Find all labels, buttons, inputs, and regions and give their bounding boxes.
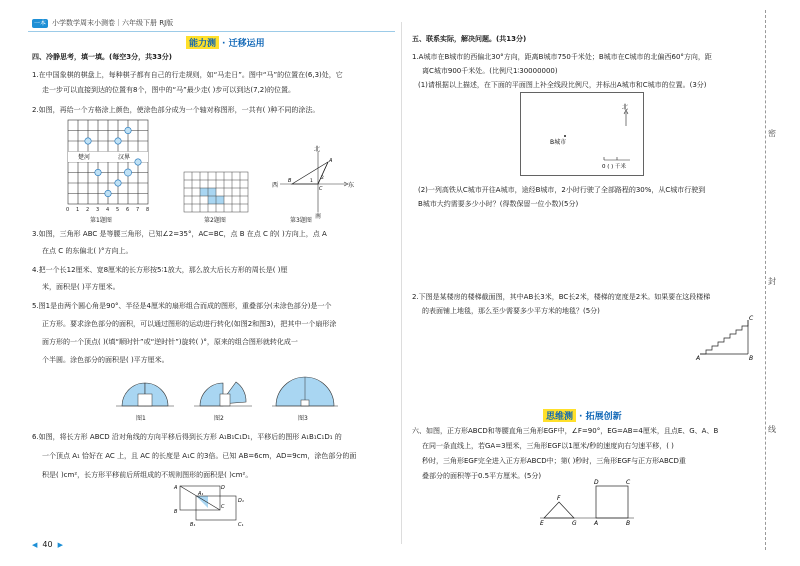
chess-piece [115,138,121,144]
tick-7: 7 [136,207,140,213]
tick-1: 1 [76,207,80,213]
diagonal-ac [180,486,220,510]
seal-char-1: 密 [768,129,776,138]
r-q1-line1: 1.A城市在B城市的西偏北30°方向，距离B城市750千米处；B城市在C城市的北偏西60°方向，距 [412,53,712,61]
header-rule [28,31,395,32]
stair-label-b: B [749,355,754,362]
river-label-han: 汉界 [118,154,131,161]
chess-piece [95,169,101,175]
tick-5: 5 [116,207,120,213]
r-q6-line3: 秒时，三角形EGF完全进入正方形ABCD中；第( )秒时，三角形EGF与正方形ABCD重 [422,457,686,465]
chess-piece [125,127,131,133]
q5-caption-3: 图3 [298,415,308,422]
label-b: B [174,509,178,515]
q5-caption-2: 图2 [214,415,224,422]
label-c: C [626,479,631,486]
section-ability-rest: · 迁移运用 [222,38,265,49]
label-c1: C₁ [238,522,244,528]
west-label: 西 [272,182,279,189]
r-q2-line1: 2.下图是某楼房的楼梯截面图，其中AB长3米，BC长2米，楼梯的宽度是2米。如果要在这段楼梯 [412,293,711,301]
r-q1-line3: (1)请根据以上描述，在下面的平面图上补全线段比例尺，并标出A城市和C城市的位置。(3分) [418,81,707,89]
q6-line3: 积是( )cm²，长方形平移前后所组成的不规则图形的面积是( )cm²。 [42,471,253,479]
city-b-label: B城市 [550,139,567,146]
seal-char-3: 线 [768,425,776,434]
chess-piece-horse [124,169,131,176]
section-ability [186,35,265,49]
label-d: D [594,479,599,486]
section-thinking-highlight: 思维测 [543,409,576,422]
north-label: 北 [314,146,321,153]
r-q1-line4: (2)一列高铁从C城市开往A城市，途经B城市，2小时行驶了全部路程的30%，从C城市行驶到 [418,186,706,194]
q6-line1: 6.如图，将长方形 ABCD 沿对角线的方向平移后得到长方形 A₁B₁C₁D₁，平移后的图形 A₁B₁C₁D₁ 的 [32,433,342,441]
fig1-caption: 第1题图 [90,217,112,224]
fig2-caption: 第2题图 [204,217,226,224]
r-q6-line1: 六、如图，正方形ABCD和等腰直角三角形EGF中，∠F=90°，EG=AB=4厘米，且点E、G、A、B [412,427,719,435]
tick-8: 8 [146,207,150,213]
triangle-square-figure [538,476,638,526]
angle-2-label: 2 [321,176,324,181]
q5-line4: 个半圆。涂色部分的面积是( )平方厘米。 [42,356,169,364]
chess-piece [135,159,141,165]
triangle-egf [544,502,574,518]
q5-caption-1: 图1 [136,415,146,422]
right-triangle-icon: ▶ [57,540,63,549]
part4-heading: 四、冷静思考，填一填。(每空3分，共33分) [32,53,173,61]
label-c: C [221,504,225,510]
label-a: A [174,485,178,491]
q4-line1: 4.把一个长12厘米、宽8厘米的长方形按5∶1放大，那么放大后长方形的周长是( )厘 [32,266,288,274]
point-a-label: A [329,158,333,164]
seal-char-2: 封 [768,277,776,286]
grid-figure [184,172,250,212]
tick-4: 4 [106,207,110,213]
header-title: 小学数学周末小测卷｜六年级下册 RJ版 [52,19,174,27]
stair-label-a: A [696,355,701,362]
brand-logo: 一本 [33,19,46,27]
q1-line2: 走一步可以直接到达的位置有8个，图中的“马”最少走( )步可以到达(7,2)的位置。 [42,86,295,94]
label-b: B [626,520,631,527]
tick-2: 2 [86,207,90,213]
q1-line1: 1.在中国象棋的棋盘上，每种棋子都有自己的行走规则，如“马走日”。图中“马”的位置在(6,3)处，它 [32,71,343,79]
q4-line2: 米，面积是( )平方厘米。 [42,283,120,291]
label-a1: A₁ [198,491,204,497]
q3-line1: 3.如图，三角形 ABC 是等腰三角形，已知∠2=35°，AC=BC，点 B 在点 C 的( )方向上，点 A [32,230,327,238]
left-triangle-icon: ◀ [32,540,38,549]
label-e: E [540,520,544,527]
r-q1-line2: 离C城市900千米处。(比例尺1∶30000000) [422,67,558,75]
r-q1-line5: B城市大约需要多少小时？(得数保留一位小数)(5分) [418,200,579,208]
r-q2-line2: 的表面铺上地毯，那么至少需要多少平方米的地毯？(5分) [422,307,600,315]
map-north-label: 北 [622,104,629,111]
column-divider [401,22,402,544]
section-ability-highlight: 能力测 [186,36,219,49]
grid-lines [184,172,248,212]
page-number-text: 40 [42,540,53,549]
chess-piece [85,138,91,144]
label-g: G [572,520,577,527]
page-header [32,17,173,29]
q5-line2: 正方形。要求涂色部分的面积，可以通过图形的运动进行转化(如图2和图3)，把其中一个扇形涂 [42,320,337,328]
q5-figure-3 [270,370,340,412]
part5-heading: 五、联系实际，解决问题。(共13分) [412,35,527,43]
tick-0: 0 [66,207,70,213]
scale-label: 0 ( ) 千米 [602,164,627,170]
tick-3: 3 [96,207,100,213]
q6-line2: 一个顶点 A₁ 恰好在 AC 上，且 AC 的长度是 A₁C 的3倍。已知 AB=6cm，AD=9cm，涂色部分的面 [42,452,357,460]
page-number [32,540,63,549]
section-thinking-rest: · 拓展创新 [579,411,622,422]
stair-figure [692,310,758,360]
compass-figure [272,146,355,220]
stair-steps [700,320,748,354]
label-b1: B₁ [190,522,196,528]
south-label: 南 [315,213,322,220]
tick-6: 6 [126,207,130,213]
label-f: F [557,495,561,502]
r-q6-line4: 叠部分的面积等于0.5平方厘米。(5分) [422,472,542,480]
q5-figure-1 [112,370,178,412]
q5-line3: 面方形的一个顶点( )(填“顺时针”或“逆时针”)旋转( )°，原来的组合图形就转化成一 [42,338,298,346]
city-b-dot [564,135,566,137]
section-thinking [543,408,622,422]
chess-board-figure [64,116,154,216]
chess-piece [105,190,111,196]
board-x-ticks [66,207,149,213]
q5-line1: 5.图1是由两个圆心角是90°、半径是4厘米的扇形组合而成的图形，重叠部分(未涂色部分)是一个 [32,302,332,310]
label-a: A [594,520,599,527]
translation-figure [168,482,254,532]
chess-piece [115,180,121,186]
point-b-label: B [288,178,292,184]
square-abcd [596,486,628,518]
fig3-caption: 第3题图 [290,217,312,224]
seal-line [765,10,766,550]
q2-line1: 2.如图，再给一个方格涂上颜色，使涂色部分成为一个轴对称图形，一共有( )种不同的涂法。 [32,106,320,114]
q3-line2: 在点 C 的东偏北( )°方向上。 [42,247,133,255]
angle-1-label: 1 [310,179,313,184]
label-d1: D₁ [238,498,244,504]
r-q6-line2: 在同一条直线上，若GA=3厘米，三角形EGF以1厘米/秒的速度向右匀速平移，( ) [422,442,674,450]
point-c-label: C [319,186,323,192]
river-label-chu: 楚河 [78,154,91,161]
label-d: D [221,485,225,491]
map-box [520,92,644,176]
east-label: 东 [348,182,355,189]
stair-label-c: C [749,315,754,322]
q5-figure-2 [190,368,256,412]
